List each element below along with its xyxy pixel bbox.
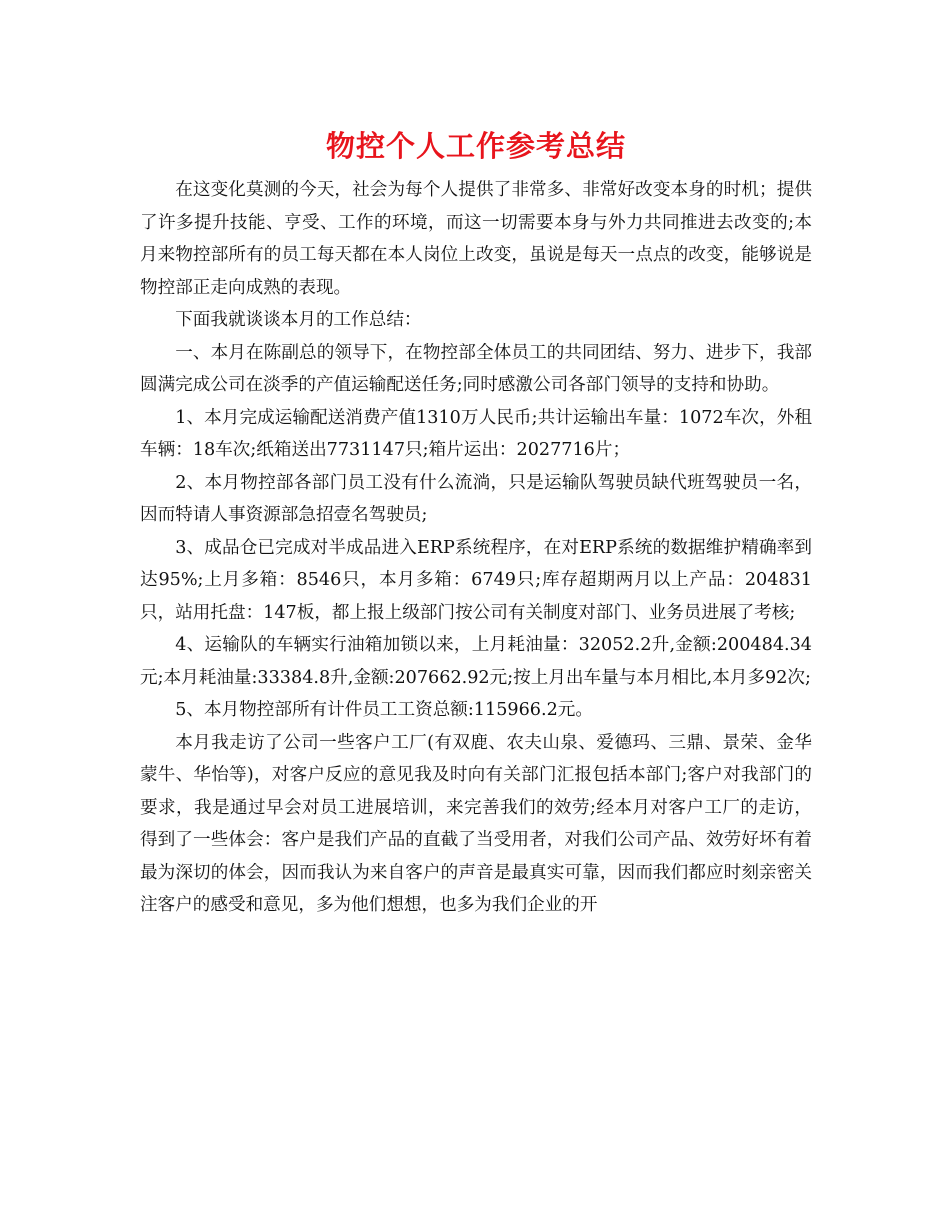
paragraph-item-1: 1、本月完成运输配送消费产值1310万人民币;共计运输出车量：1072车次，外租车辆：18车次;纸箱送出7731147只;箱片运出：2027716片； [140, 407, 812, 460]
paragraph-customer-visits: 本月我走访了公司一些客户工厂(有双鹿、农夫山泉、爱德玛、三鼎、景荣、金华蒙牛、华怡等)，对客户反应的意见我及时向有关部门汇报包括本部门;客户对我部门的要求，我是通过早会对员工进展培训，来完善我们的效劳;经本月对客户工厂的走访，得到了一些体会：客户是我们产品的直截了当受用者，对我们公司产品、效劳好坏有着最为深切的体会，因而我认为来自客户的声音是最真实可靠，因而我们都应时刻亲密关注客户的感受和意见，多为他们想想，也多为我们企业的开 [140, 732, 812, 915]
document-page [140, 118, 812, 922]
paragraph-item-3: 3、成品仓已完成对半成品进入ERP系统程序，在对ERP系统的数据维护精确率到达95%;上月多箱：8546只，本月多箱：6749只;库存超期两月以上产品：204831只，站用托盘：147板，都上报上级部门按公司有关制度对部门、业务员进展了考核; [140, 537, 812, 623]
paragraph-item-2: 2、本月物控部各部门员工没有什么流淌，只是运输队驾驶员缺代班驾驶员一名，因而特请人事资源部急招壹名驾驶员; [140, 472, 812, 525]
paragraph-summary-lead: 下面我就谈谈本月的工作总结： [175, 310, 422, 330]
paragraph-item-4: 4、运输队的车辆实行油箱加锁以来，上月耗油量：32052.2升,金额:200484.34元;本月耗油量:33384.8升,金额:207662.92元;按上月出车量与本月相比,本月多92次; [140, 635, 812, 688]
paragraph-section-one: 一、本月在陈副总的领导下，在物控部全体员工的共同团结、努力、进步下，我部圆满完成公司在淡季的产值运输配送任务;同时感激公司各部门领导的支持和协助。 [140, 342, 812, 395]
paragraph-item-5: 5、本月物控部所有计件员工工资总额:115966.2元。 [175, 700, 593, 720]
paragraph-intro: 在这变化莫测的今天，社会为每个人提供了非常多、非常好改变本身的时机；提供了许多提升技能、亨受、工作的环境，而这一切需要本身与外力共同推进去改变的;本月来物控部所有的员工每天都在本人岗位上改变，虽说是每天一点点的改变，能够说是物控部正走向成熟的表现。 [140, 180, 812, 298]
document-title: 物控个人工作参考总结 [325, 129, 626, 163]
